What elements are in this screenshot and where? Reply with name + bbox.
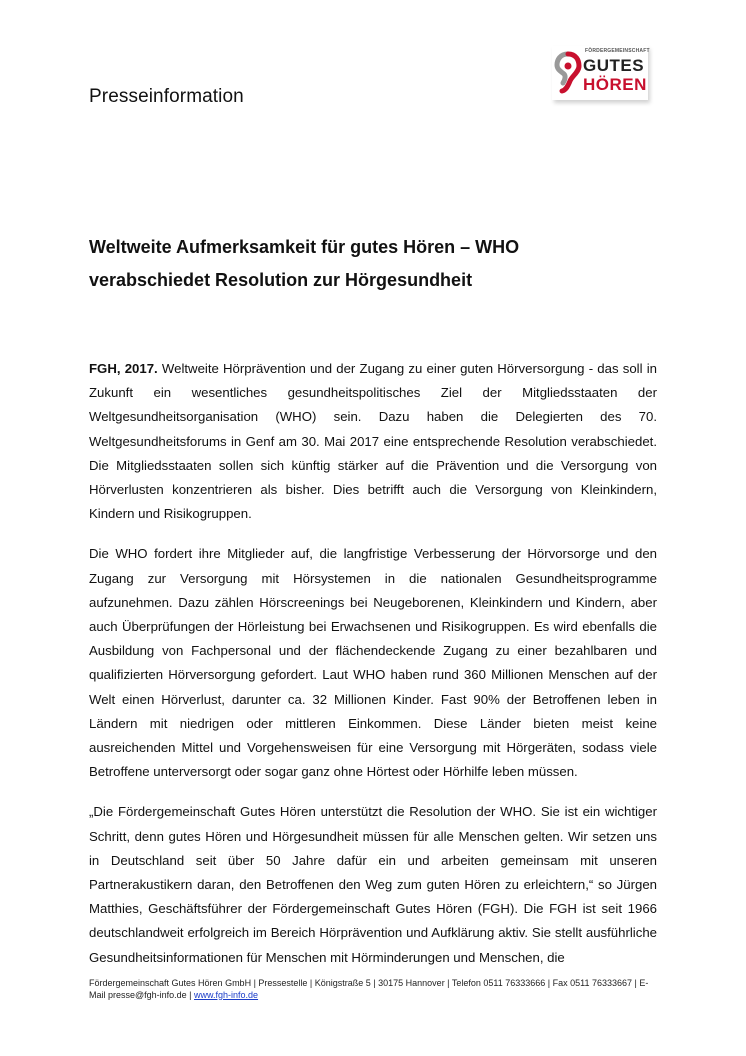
paragraph-3: „Die Fördergemeinschaft Gutes Hören unterstützt die Resolution der WHO. Sie ist ein wichtiger Schritt, denn gutes Hören und Hörgesundheit müssen für alle Menschen gelten. Wir setzen uns in Deutschland seit über 50 Jahre dafür ein und arbeiten gemeinsam mit unseren Partnerakustikern daran, den Betroffenen den Weg zum guten Hören zu erleichtern,“ so Jürgen Matthies, Geschäftsführer der Fördergemeinschaft Gutes Hören (FGH). Die FGH ist seit 1966 deutschlandweit erfolgreich im Bereich Hörprävention und Aufklärung aktiv. Sie stellt ausführliche Gesundheitsinformationen für Menschen mit Hörminderungen und Menschen, die (89, 804, 657, 965)
footer-website-link[interactable]: www.fgh-info.de (194, 989, 259, 1000)
paragraph-1-text: Weltweite Hörprävention und der Zugang zu einer guten Hörversorgung - das soll in Zukunft ein wesentliches gesundheitspolitisches Ziel der Mitgliedsstaaten der Weltgesundheitsorganisation (WHO) sein. Dazu haben die Delegierten des 70. Weltgesundheitsforums in Genf am 30. Mai 2017 eine entsprechende Resolution verabschiedet. Die Mitgliedsstaaten sollen sich künftig stärker auf die Prävention und die Versorgung von Hörverlusten konzentrieren als bisher. Dies betrifft auch die Versorgung von Kleinkindern, Kindern und Risikogruppen. (89, 361, 657, 522)
page-title: Presseinformation (89, 86, 244, 107)
logo-text-hoeren: HÖREN (583, 75, 647, 94)
footer (89, 978, 659, 1001)
paragraph-1 (89, 357, 657, 526)
ear-logo-icon (554, 50, 582, 96)
paragraph-2: Die WHO fordert ihre Mitglieder auf, die langfristige Verbesserung der Hörvorsorge und den Zugang zur Versorgung mit Hörsystemen in die nationalen Gesundheitsprogramme aufzunehmen. Dazu zählen Hörscreenings bei Neugeborenen, Kleinkindern und Kindern, aber auch Überprüfungen der Hörleistung bei Erwachsenen und Risikogruppen. Es wird ebenfalls die Ausbildung von Fachpersonal und der flächendeckende Zugang zu einer bezahlbaren und qualifizierten Hörversorgung gefordert. Laut WHO haben rund 360 Millionen Menschen auf der Welt einen Hörverlust, darunter ca. 32 Millionen Kinder. Fast 90% der Betroffenen leben in Ländern mit niedrigen oder mittleren Einkommen. Diese Länder bieten meist keine ausreichenden Mittel und Vorgehensweisen für eine Versorgung mit Hörgeräten, sodass viele Betroffene unterversorgt oder sogar ganz ohne Hörtest oder Hörhilfe leben müssen. (89, 546, 657, 780)
logo-small-text: FÖRDERGEMEINSCHAFT (585, 48, 650, 54)
footer-contact: Fördergemeinschaft Gutes Hören GmbH | Pressestelle | Königstraße 5 | 30175 Hannover | Telefon 0511 76333666 | Fax 0511 76333667 | E-Mail presse@fgh-info.de | (89, 978, 649, 1000)
dateline: FGH, 2017. (89, 361, 158, 376)
headline-line-2: verabschiedet Resolution zur Hörgesundheit (89, 270, 473, 290)
headline-line-1: Weltweite Aufmerksamkeit für gutes Hören – WHO (89, 237, 520, 257)
article-body (89, 357, 657, 986)
fgh-logo (552, 46, 648, 102)
headline (89, 231, 659, 297)
logo-text-gutes: GUTES (583, 56, 645, 75)
